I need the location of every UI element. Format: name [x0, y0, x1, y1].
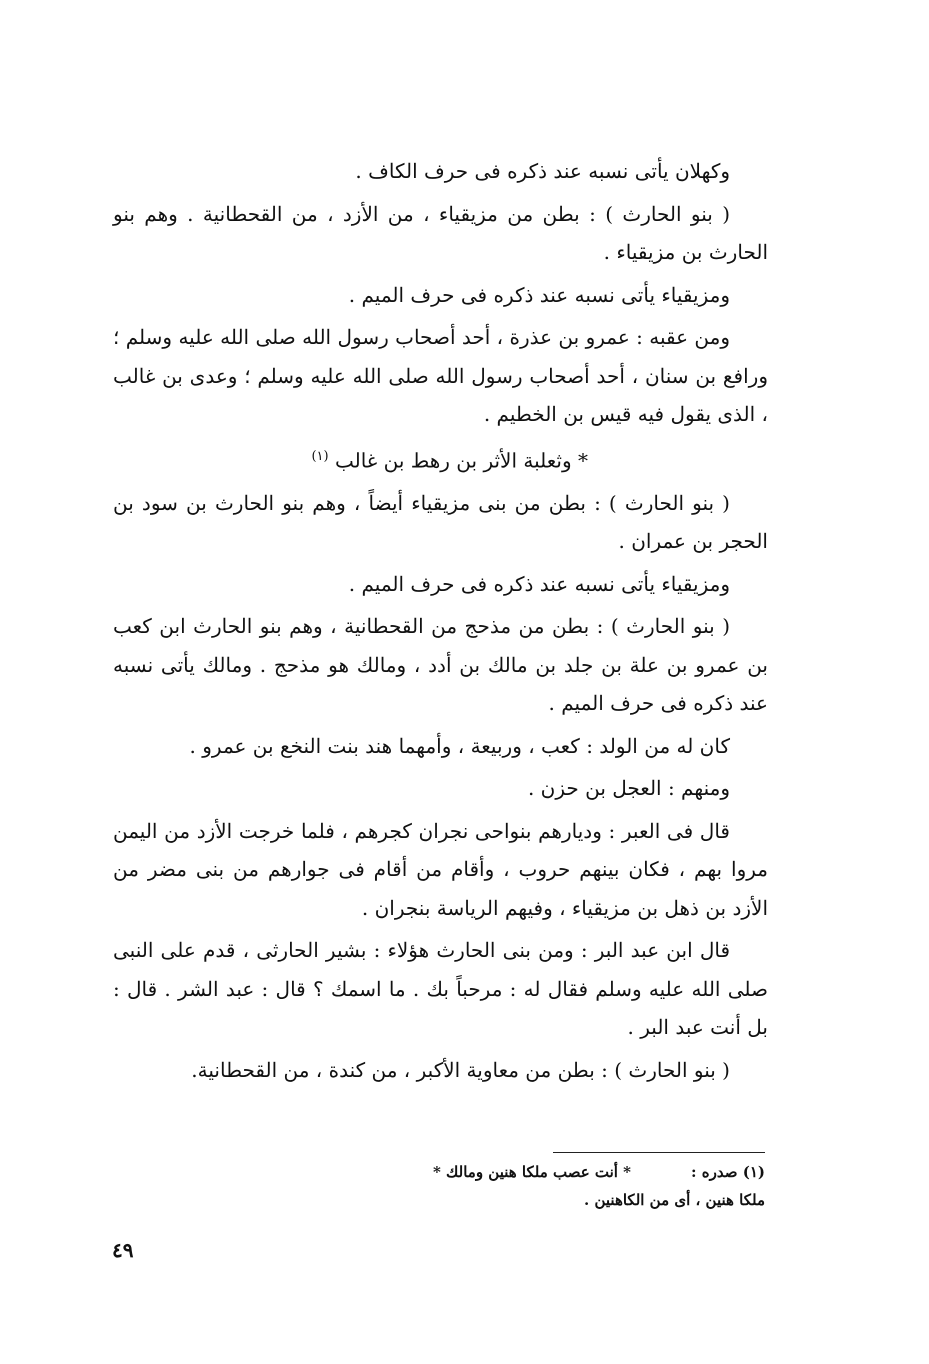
paragraph-6: ومزيقياء يأتى نسبه عند ذكره فى حرف الميم .: [348, 571, 730, 596]
footnote-explanation: ملكا هنين ، أى من الكاهنين .: [584, 1191, 765, 1209]
footnote-verse: * أنت عصب ملكا هنين ومالك *: [432, 1163, 632, 1181]
footnote: [230, 1158, 765, 1214]
paragraph-5: ( بنو الحارث ) : بطن من بنى مزيقياء أيضاً ، وهم بنو الحارث بن سود بن الحجر بن عمران .: [113, 490, 768, 554]
verse-line: [113, 438, 768, 480]
paragraph-10: قال فى العبر : وديارهم بنواحى نجران كجرهم ، فلما خرجت الأزد من اليمن مروا بهم ، فكان بينهم حروب ، وأقام من أقام فى جوارهم من بنى مضر من الأزد بن ذهل بن مزيقياء ، وفيهم الرياسة بنجران .: [113, 818, 768, 920]
paragraph-8: كان له من الولد : كعب ، وربيعة ، وأمهما هند بنت النخع بن عمرو .: [189, 733, 730, 758]
footnote-line-1: [230, 1158, 765, 1186]
footnote-divider: [553, 1152, 765, 1153]
main-text: [113, 152, 768, 1089]
footnote-label: (١) صدره :: [691, 1163, 765, 1181]
page-number: ٤٩: [112, 1238, 134, 1262]
verse-text: * وثعلبة الأثر بن رهط بن غالب: [334, 448, 588, 473]
paragraph-11: قال ابن عبد البر : ومن بنى الحارث هؤلاء : بشير الحارثى ، قدم على النبى صلى الله عليه وسلم فقال له : مرحباً بك . ما اسمك ؟ قال : عبد الشر . قال : بل أنت عبد البر .: [113, 938, 768, 1040]
paragraph-1: وكهلان يأتى نسبه عند ذكره فى حرف الكاف .: [355, 159, 730, 183]
footnote-marker: (١): [311, 448, 329, 464]
paragraph-12: ( بنو الحارث ) : بطن من معاوية الأكبر ، من كندة ، من القحطانية.: [191, 1057, 730, 1082]
paragraph-2: ( بنو الحارث ) : بطن من مزيقياء ، من الأزد ، من القحطانية . وهم بنو الحارث بن مزيقياء .: [113, 201, 768, 264]
paragraph-7: ( بنو الحارث ) : بطن من مذحج من القحطانية ، وهم بنو الحارث ابن كعب بن عمرو بن علة بن جلد بن مالك بن أدد ، ومالك هو مذحج . ومالك يأتى نسبه عند ذكره فى حرف الميم .: [113, 614, 768, 716]
paragraph-4: ومن عقبه : عمرو بن عذرة ، أحد أصحاب رسول الله صلى الله عليه وسلم ؛ ورافع بن سنان ، أحد أصحاب رسول الله صلى الله عليه وسلم ؛ وعدى بن غالب ، الذى يقول فيه قيس بن الخطيم .: [113, 325, 768, 426]
paragraph-9: ومنهم : العجل بن حزن .: [527, 776, 730, 801]
paragraph-3: ومزيقياء يأتى نسبه عند ذكره فى حرف الميم .: [348, 282, 730, 307]
